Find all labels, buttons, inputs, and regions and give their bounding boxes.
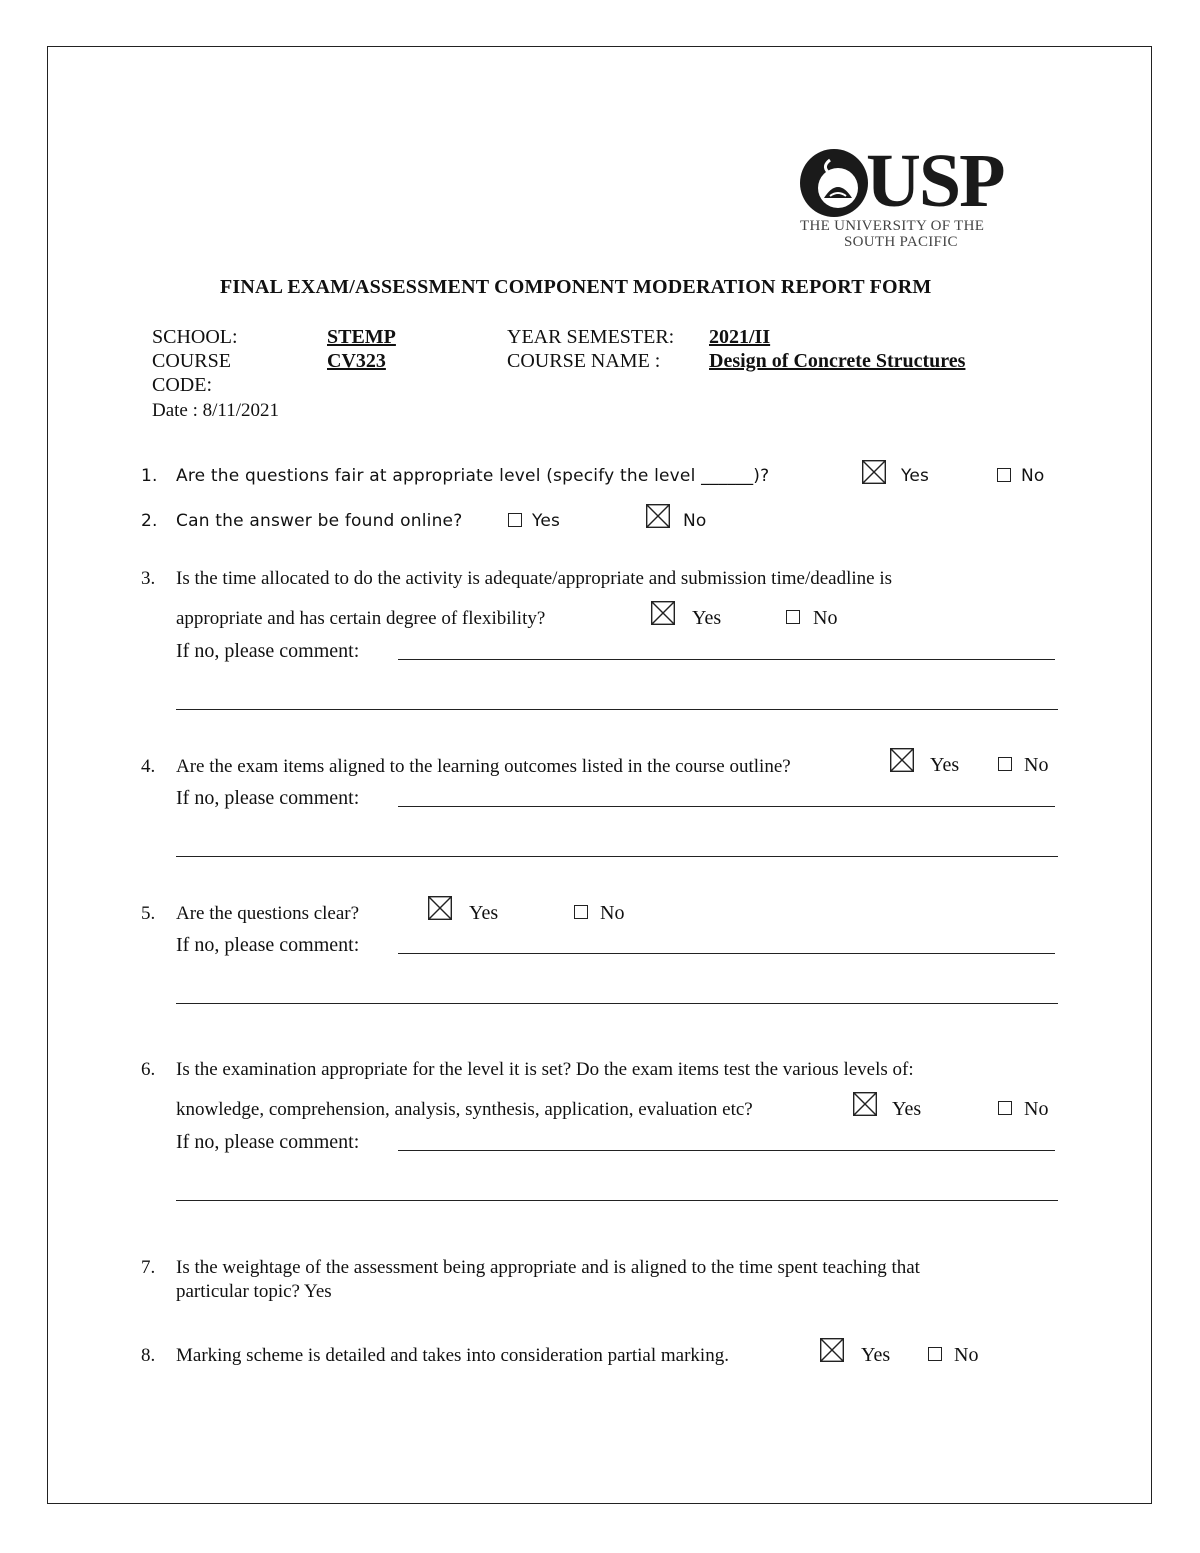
q6-text-line-2: knowledge, comprehension, analysis, synthesis, application, evaluation etc? — [176, 1099, 753, 1120]
q4-number: 4. — [141, 756, 156, 777]
q5-yes-checkbox[interactable] — [428, 896, 452, 920]
q3-text-line-2: appropriate and has certain degree of flexibility? — [176, 608, 546, 629]
q3-text-line-1: Is the time allocated to do the activity is adequate/appropriate and submission time/deadline is — [176, 568, 892, 589]
q5-comment-line-1[interactable] — [398, 953, 1055, 954]
course-name-label: COURSE NAME : — [507, 350, 661, 372]
q2-no-checkbox[interactable] — [646, 504, 670, 528]
q8-yes-checkbox[interactable] — [820, 1338, 844, 1362]
q6-no-checkbox[interactable] — [998, 1101, 1012, 1115]
q3-comment-line-2[interactable] — [176, 709, 1058, 710]
q5-number: 5. — [141, 903, 156, 924]
q3-no-checkbox[interactable] — [786, 610, 800, 624]
course-code-label: COURSE — [152, 350, 231, 372]
course-code-label-2: CODE: — [152, 374, 212, 396]
q3-no-label: No — [813, 607, 838, 629]
school-value: STEMP — [327, 326, 396, 348]
q3-comment-line-1[interactable] — [398, 659, 1055, 660]
q6-comment-label: If no, please comment: — [176, 1131, 360, 1153]
logo-initials: USP — [866, 139, 1004, 223]
q6-yes-checkbox[interactable] — [853, 1092, 877, 1116]
q3-yes-checkbox[interactable] — [651, 601, 675, 625]
q5-comment-label: If no, please comment: — [176, 934, 360, 956]
q6-number: 6. — [141, 1059, 156, 1080]
school-label: SCHOOL: — [152, 326, 238, 348]
year-semester-label: YEAR SEMESTER: — [507, 326, 675, 348]
q2-number: 2. — [141, 511, 158, 531]
q5-no-checkbox[interactable] — [574, 905, 588, 919]
q2-yes-checkbox[interactable] — [508, 513, 522, 527]
q6-comment-line-1[interactable] — [398, 1150, 1055, 1151]
q1-number: 1. — [141, 466, 158, 486]
q4-text: Are the exam items aligned to the learning outcomes listed in the course outline? — [176, 756, 791, 777]
year-semester-value: 2021/II — [709, 326, 771, 348]
q4-yes-label: Yes — [930, 754, 960, 776]
q4-no-checkbox[interactable] — [998, 757, 1012, 771]
q4-comment-line-2[interactable] — [176, 856, 1058, 857]
q6-comment-line-2[interactable] — [176, 1200, 1058, 1201]
q3-yes-label: Yes — [692, 607, 722, 629]
q3-number: 3. — [141, 568, 156, 589]
q2-text: Can the answer be found online? — [176, 511, 463, 531]
q5-yes-label: Yes — [469, 902, 499, 924]
q6-text-line-1: Is the examination appropriate for the level it is set? Do the exam items test the various levels of: — [176, 1059, 914, 1080]
q4-comment-label: If no, please comment: — [176, 787, 360, 809]
usp-logo — [792, 139, 1042, 258]
q8-text: Marking scheme is detailed and takes into consideration partial marking. — [176, 1345, 729, 1366]
q8-number: 8. — [141, 1345, 156, 1366]
q5-text: Are the questions clear? — [176, 903, 360, 924]
q1-no-label: No — [1021, 466, 1045, 486]
q1-yes-label: Yes — [901, 466, 930, 486]
q6-yes-label: Yes — [892, 1098, 922, 1120]
course-code-value: CV323 — [327, 350, 386, 372]
q7-text-line-2: particular topic? Yes — [176, 1281, 332, 1302]
q8-no-checkbox[interactable] — [928, 1347, 942, 1361]
q7-number: 7. — [141, 1257, 156, 1278]
course-name-value: Design of Concrete Structures — [709, 350, 966, 372]
q5-no-label: No — [600, 902, 625, 924]
q1-yes-checkbox[interactable] — [862, 460, 886, 484]
logo-line-2: SOUTH PACIFIC — [844, 234, 958, 250]
q2-yes-label: Yes — [532, 511, 561, 531]
q4-yes-checkbox[interactable] — [890, 748, 914, 772]
date-field: Date : 8/11/2021 — [152, 400, 279, 421]
q7-text-line-1: Is the weightage of the assessment being appropriate and is aligned to the time spent teaching that — [176, 1257, 920, 1278]
q6-no-label: No — [1024, 1098, 1049, 1120]
q3-comment-label: If no, please comment: — [176, 640, 360, 662]
q2-no-label: No — [683, 511, 707, 531]
q4-no-label: No — [1024, 754, 1049, 776]
q8-no-label: No — [954, 1344, 979, 1366]
q5-comment-line-2[interactable] — [176, 1003, 1058, 1004]
logo-line-1: THE UNIVERSITY OF THE — [800, 218, 985, 234]
form-title: FINAL EXAM/ASSESSMENT COMPONENT MODERATION REPORT FORM — [220, 276, 932, 298]
q4-comment-line-1[interactable] — [398, 806, 1055, 807]
q1-no-checkbox[interactable] — [997, 468, 1011, 482]
q8-yes-label: Yes — [861, 1344, 891, 1366]
q1-text: Are the questions fair at appropriate level (specify the level ______)? — [176, 466, 770, 486]
